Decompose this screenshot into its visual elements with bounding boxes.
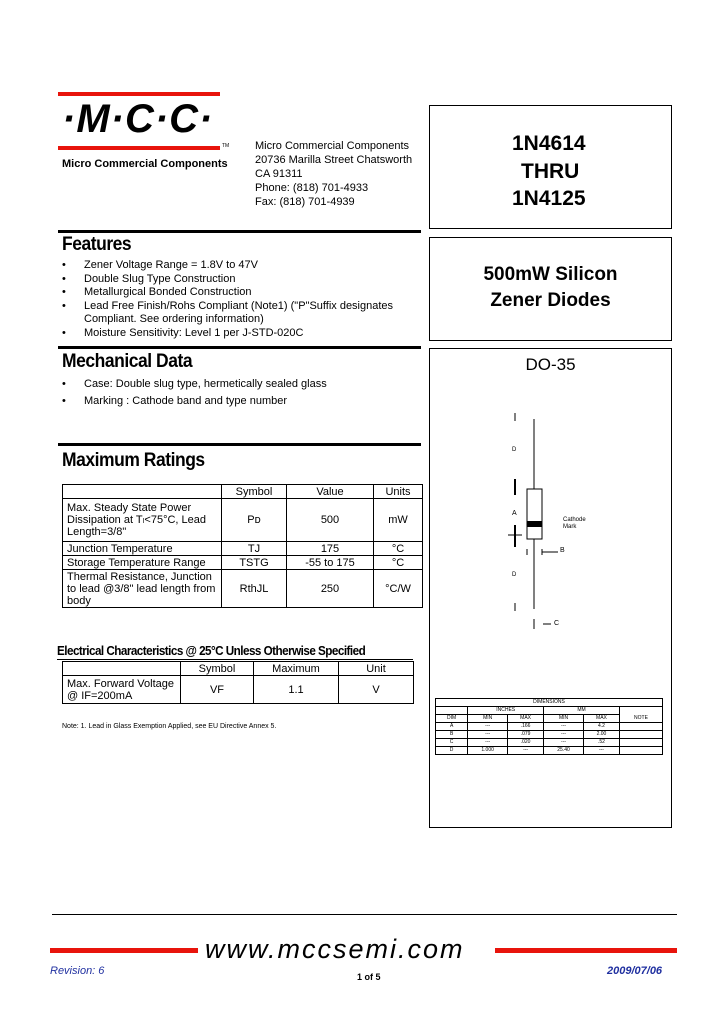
- table-header: [63, 485, 222, 499]
- list-item: • Lead Free Finish/Rohs Compliant (Note1) ("P"Suffix designates Compliant. See ordering information): [62, 300, 422, 327]
- table-header: Units: [374, 485, 423, 499]
- dims-cell: .079: [508, 731, 544, 739]
- dims-cell: ---: [468, 731, 508, 739]
- table-row: [63, 676, 414, 704]
- dims-cell: [619, 747, 662, 755]
- logo-subtitle: Micro Commercial Components: [62, 158, 228, 170]
- description-line1: 500mW Silicon: [483, 264, 618, 285]
- package-name: DO-35: [525, 355, 576, 374]
- dims-cell: .52: [583, 739, 619, 747]
- revision-date: 2009/07/06: [607, 965, 663, 977]
- dims-cell: [619, 723, 662, 731]
- list-item: • Moisture Sensitivity: Level 1 per J-STD-020C: [62, 327, 422, 341]
- list-item: • Double Slug Type Construction: [62, 273, 422, 287]
- list-item: • Zener Voltage Range = 1.8V to 47V: [62, 259, 422, 273]
- ratings-rule: [58, 443, 421, 446]
- mech-list: [62, 376, 422, 410]
- table-cell: TSTG: [222, 556, 287, 570]
- dims-cell: C: [436, 739, 468, 747]
- dims-cell: 2.00: [583, 731, 619, 739]
- page-number: 1 of 5: [357, 972, 381, 982]
- table-row: [63, 542, 423, 556]
- dims-cell: .166: [508, 723, 544, 731]
- footer-red-bar-left: [50, 948, 198, 953]
- part-number-line2: THRU: [521, 160, 580, 183]
- table-cell: V: [339, 676, 414, 704]
- features-list: [62, 259, 422, 340]
- website-url[interactable]: www.mccsemi.com: [205, 934, 465, 964]
- dim-label-d-top: D: [512, 447, 517, 453]
- part-number-line1: 1N4614: [512, 132, 586, 155]
- description-line2: Zener Diodes: [490, 290, 611, 311]
- table-row: [63, 556, 423, 570]
- dims-cell: B: [436, 731, 468, 739]
- dims-cell: 4.2: [583, 723, 619, 731]
- dim-label-b: B: [560, 547, 565, 554]
- dimensions-table: [435, 698, 663, 755]
- address-line: Micro Commercial Components: [255, 140, 410, 152]
- table-cell: TJ: [222, 542, 287, 556]
- table-cell: °C: [374, 556, 423, 570]
- dims-cell: ---: [583, 747, 619, 755]
- logo-bottom-bar: [58, 146, 220, 150]
- company-address: [255, 139, 412, 209]
- ratings-heading: Maximum Ratings: [62, 450, 205, 471]
- table-header: Symbol: [222, 485, 287, 499]
- table-cell: Max. Forward Voltage @ IF=200mA: [63, 676, 181, 704]
- features-rule: [58, 230, 421, 233]
- cathode-mark-label: Cathode Mark: [563, 517, 586, 530]
- table-cell: °C: [374, 542, 423, 556]
- dims-cell: ---: [544, 739, 584, 747]
- elec-table: [62, 661, 414, 704]
- dims-head-note: NOTE: [619, 715, 662, 723]
- trademark-mark: TM: [222, 143, 230, 149]
- list-item: • Marking : Cathode band and type number: [62, 393, 422, 410]
- dims-cell: A: [436, 723, 468, 731]
- table-cell: RthJL: [222, 570, 287, 608]
- footer-rule: [52, 914, 677, 915]
- table-cell: Thermal Resistance, Junction to lead @3/8" lead length from body: [63, 570, 222, 608]
- dims-head-max: MAX: [583, 715, 619, 723]
- footnote: Note: 1. Lead in Glass Exemption Applied, see EU Directive Annex 5.: [62, 723, 277, 730]
- dims-cell: ---: [468, 739, 508, 747]
- part-number-line3: 1N4125: [512, 187, 586, 210]
- revision: Revision: 6: [50, 965, 105, 977]
- table-cell: mW: [374, 499, 423, 542]
- table-cell: Junction Temperature: [63, 542, 222, 556]
- list-item: • Metallurgical Bonded Construction: [62, 286, 422, 300]
- dims-head-cell: [436, 707, 468, 715]
- do35-outline-drawing: [430, 349, 671, 649]
- table-cell: Max. Steady State Power Dissipation at Tₗ<75°C, Lead Length=3/8": [63, 499, 222, 542]
- dims-head-min: MIN: [468, 715, 508, 723]
- list-item: • Case: Double slug type, hermetically sealed glass: [62, 376, 422, 393]
- features-heading: Features: [62, 234, 132, 255]
- elec-rule: [57, 659, 413, 660]
- table-cell: °C/W: [374, 570, 423, 608]
- table-row: [63, 499, 423, 542]
- table-cell: VF: [181, 676, 254, 704]
- dims-head-max: MAX: [508, 715, 544, 723]
- table-header: Maximum: [254, 662, 339, 676]
- package-box: [429, 348, 672, 828]
- dims-head-cell: [619, 707, 662, 715]
- dims-cell: ---: [544, 723, 584, 731]
- table-row: [63, 570, 423, 608]
- dims-cell: ---: [544, 731, 584, 739]
- table-cell: -55 to 175: [287, 556, 374, 570]
- table-row: [436, 739, 663, 747]
- dims-cell: ---: [468, 723, 508, 731]
- dims-cell: 25.40: [544, 747, 584, 755]
- table-cell: Pᴅ: [222, 499, 287, 542]
- table-cell: Storage Temperature Range: [63, 556, 222, 570]
- table-row: [436, 731, 663, 739]
- table-cell: 500: [287, 499, 374, 542]
- dims-head-min: MIN: [544, 715, 584, 723]
- table-cell: 175: [287, 542, 374, 556]
- dims-cell: [619, 731, 662, 739]
- mech-heading: Mechanical Data: [62, 351, 193, 372]
- address-line: Fax: (818) 701-4939: [255, 196, 355, 208]
- table-row: [436, 747, 663, 755]
- footer-red-bar-right: [495, 948, 677, 953]
- address-line: CA 91311: [255, 168, 303, 180]
- table-header: Value: [287, 485, 374, 499]
- elec-heading: Electrical Characteristics @ 25°C Unless Otherwise Specified: [57, 643, 366, 658]
- dims-cell: ---: [508, 747, 544, 755]
- dims-head-mm: MM: [544, 707, 620, 715]
- dims-cell: 1.000: [468, 747, 508, 755]
- description-box: [429, 237, 672, 341]
- mech-rule: [58, 346, 421, 349]
- table-header: Symbol: [181, 662, 254, 676]
- dim-label-d-bottom: D: [512, 572, 517, 578]
- table-header: [63, 662, 181, 676]
- dims-head-inches: INCHES: [468, 707, 544, 715]
- logo-top-bar: [58, 92, 220, 96]
- dims-cell: [619, 739, 662, 747]
- dimensions-title: DIMENSIONS: [436, 699, 663, 707]
- ratings-table: [62, 484, 423, 608]
- table-header: Unit: [339, 662, 414, 676]
- dim-label-a: A: [512, 510, 517, 517]
- dims-head-dim: DIM: [436, 715, 468, 723]
- dims-cell: D: [436, 747, 468, 755]
- address-line: Phone: (818) 701-4933: [255, 182, 369, 194]
- table-cell: 250: [287, 570, 374, 608]
- dim-label-c: C: [554, 620, 560, 627]
- address-line: 20736 Marilla Street Chatsworth: [255, 154, 413, 166]
- table-row: [436, 723, 663, 731]
- part-number-box: [429, 105, 672, 229]
- table-cell: 1.1: [254, 676, 339, 704]
- dims-cell: .020: [508, 739, 544, 747]
- mcc-logo: ·M·C·C·: [62, 97, 214, 141]
